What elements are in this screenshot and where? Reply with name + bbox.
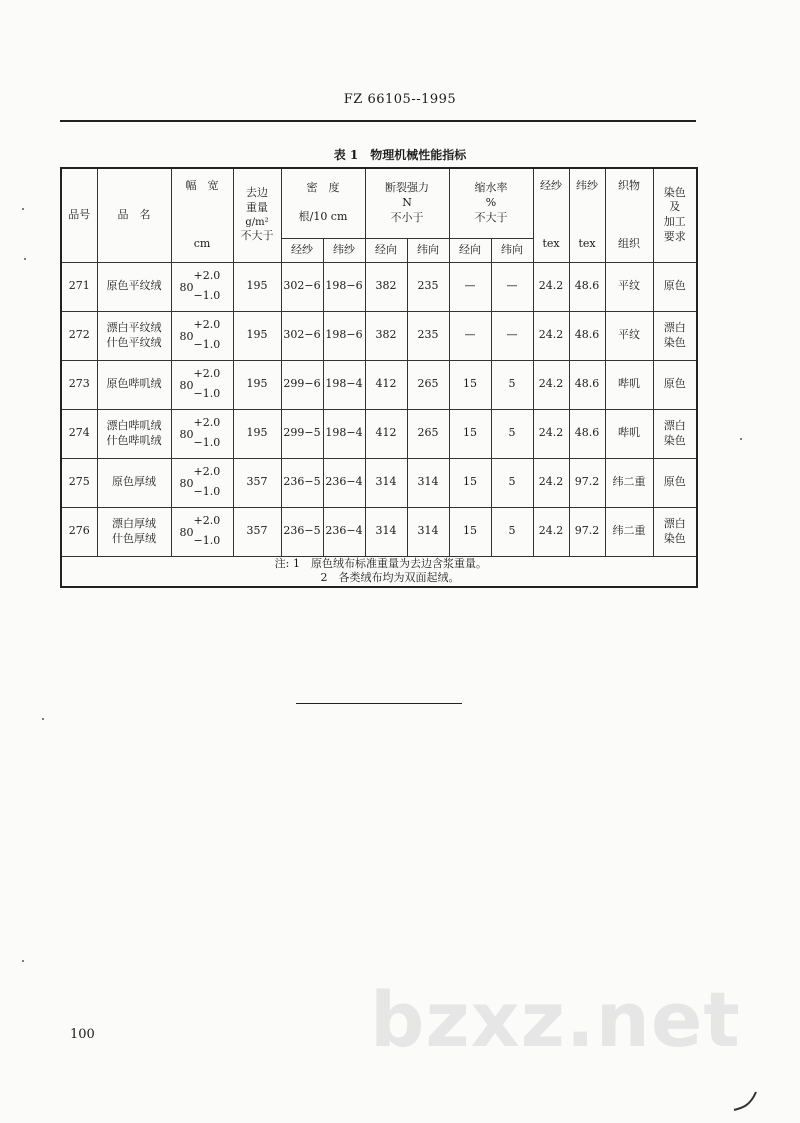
note-1-number: 1 [293,556,300,570]
header-weave [605,168,653,262]
cell-weave: 纬二重 [605,458,653,507]
header-density-label: 密 度 [306,181,340,195]
cell-dye-line: 漂白 [663,418,686,432]
header-dye-line-1: 染色 [663,185,686,199]
cell-warp-tex: 24.2 [533,262,569,311]
cell-strength-weft: 265 [407,409,449,458]
cell-width-base: 80 [179,329,194,343]
header-weight-line-4: 不大于 [240,229,274,243]
header-density-weft: 纬纱 [323,238,365,262]
cell-width-lower-tolerance: −1.0 [193,435,221,449]
cell-weft-tex: 48.6 [569,409,605,458]
cell-item-no: 273 [61,360,97,409]
scan-speck [42,718,44,720]
cell-weave: 平纹 [605,262,653,311]
watermark: bzxz.net [370,975,741,1064]
cell-density-weft: 198−4 [323,409,365,458]
cell-shrinkage-warp: 15 [449,507,491,556]
cell-width-upper-tolerance: +2.0 [193,415,221,429]
cell-shrinkage-weft: 5 [491,360,533,409]
cell-dye [653,311,697,360]
header-weight-line-3: g/m² [245,216,269,228]
header-density-unit: 根/10 cm [298,210,348,224]
header-density [281,168,365,238]
cell-strength-warp: 314 [365,458,407,507]
table-body [61,262,697,556]
note-line-1 [62,557,696,572]
cell-density-weft: 198−6 [323,262,365,311]
cell-shrinkage-weft: — [491,262,533,311]
header-weft-yarn-label: 纬纱 [576,179,599,193]
header-shrinkage-label: 缩水率 [474,180,508,194]
cell-weight: 195 [233,409,281,458]
cell-density-weft: 198−6 [323,311,365,360]
table-title: 表 1 物理机械性能指标 [333,148,467,162]
header-width [171,168,233,262]
cell-dye-line: 染色 [663,335,686,349]
header-strength-label: 断裂强力 [385,180,430,194]
cell-width-upper-tolerance: +2.0 [193,317,221,331]
cell-dye-line: 原色 [663,279,686,293]
note-label: 注: [274,556,290,570]
header-weight-line-1: 去边 [246,186,268,200]
header-strength-weft: 纬向 [407,238,449,262]
cell-density-weft: 236−4 [323,458,365,507]
cell-density-weft: 236−4 [323,507,365,556]
cell-warp-tex: 24.2 [533,360,569,409]
cell-name [97,262,171,311]
header-strength-warp: 经向 [365,238,407,262]
cell-name [97,311,171,360]
header-dye [653,168,697,262]
cell-weight: 195 [233,311,281,360]
header-shrinkage-unit: % [485,195,497,209]
note-2-text: 各类绒布均为双面起绒。 [338,571,460,585]
cell-width-lower-tolerance: −1.0 [193,288,221,302]
cell-name-line: 原色厚绒 [112,475,156,489]
cell-weft-tex: 48.6 [569,311,605,360]
cell-width-lower-tolerance: −1.0 [193,484,221,498]
cell-strength-warp: 412 [365,360,407,409]
cell-weight: 357 [233,458,281,507]
cell-width-base: 80 [179,280,194,294]
scan-speck [740,438,742,440]
header-rule [60,120,696,122]
header-shrinkage-weft: 纬向 [491,238,533,262]
cell-item-no: 271 [61,262,97,311]
table-row [61,360,697,409]
cell-width-lower-tolerance: −1.0 [193,386,221,400]
header-strength-unit: N [402,195,412,209]
cell-warp-tex: 24.2 [533,458,569,507]
cell-weft-tex: 48.6 [569,262,605,311]
cell-name-line: 原色哔叽绒 [106,377,162,391]
cell-width-lower-tolerance: −1.0 [193,533,221,547]
cell-dye-line: 漂白 [663,320,686,334]
cell-weight: 357 [233,507,281,556]
cell-width [171,409,233,458]
scan-speck [24,258,26,260]
cell-strength-weft: 314 [407,458,449,507]
table-row [61,409,697,458]
header-dye-line-4: 要求 [663,230,686,244]
header-density-warp: 经纱 [281,238,323,262]
end-rule [296,703,462,704]
cell-shrinkage-warp: — [449,262,491,311]
note-line-2 [62,571,696,586]
table-row [61,311,697,360]
cell-name [97,507,171,556]
cell-weight: 195 [233,360,281,409]
cell-dye-line: 染色 [663,531,686,545]
header-shrinkage-note: 不大于 [474,210,508,224]
header-weft-yarn [569,168,605,262]
cell-dye-line: 原色 [663,475,686,489]
header-dye-line-2: 及 [669,200,681,214]
cell-name-line: 漂白哔叽绒 [106,418,162,432]
cell-weft-tex: 97.2 [569,507,605,556]
cell-name-line: 什色平纹绒 [106,335,162,349]
cell-strength-warp: 412 [365,409,407,458]
cell-weave: 纬二重 [605,507,653,556]
cell-density-warp: 236−5 [281,458,323,507]
cell-dye [653,409,697,458]
cell-width [171,311,233,360]
cell-shrinkage-warp: 15 [449,409,491,458]
cell-item-no: 274 [61,409,97,458]
cell-warp-tex: 24.2 [533,507,569,556]
cell-density-warp: 299−6 [281,360,323,409]
header-strength [365,168,449,238]
header-warp-yarn-label: 经纱 [540,179,563,193]
cell-weave: 哔叽 [605,360,653,409]
header-strength-note: 不小于 [390,210,424,224]
cell-shrinkage-warp: 15 [449,360,491,409]
cell-width-upper-tolerance: +2.0 [193,268,221,282]
cell-shrinkage-weft: — [491,311,533,360]
scan-speck [22,208,24,210]
cell-density-warp: 302−6 [281,311,323,360]
cell-strength-warp: 314 [365,507,407,556]
header-dye-line-3: 加工 [663,215,686,229]
cell-weave: 平纹 [605,311,653,360]
header-warp-yarn-unit: tex [542,237,560,251]
page-number: 100 [70,1027,95,1042]
note-2-number: 2 [320,571,328,585]
header-weave-line-2: 组织 [618,237,641,251]
cell-weight: 195 [233,262,281,311]
cell-shrinkage-warp: 15 [449,458,491,507]
cell-strength-weft: 235 [407,262,449,311]
cell-dye-line: 漂白 [663,516,686,530]
cell-name-line: 什色哔叽绒 [106,433,162,447]
cell-width-upper-tolerance: +2.0 [193,513,221,527]
header-weave-line-1: 织物 [618,179,641,193]
cell-width-upper-tolerance: +2.0 [193,366,221,380]
cell-dye-line: 染色 [663,433,686,447]
table-row [61,458,697,507]
cell-shrinkage-weft: 5 [491,409,533,458]
cell-item-no: 272 [61,311,97,360]
cell-warp-tex: 24.2 [533,311,569,360]
cell-name [97,360,171,409]
cell-density-warp: 236−5 [281,507,323,556]
cell-item-no: 275 [61,458,97,507]
scan-speck [22,960,24,962]
cell-shrinkage-weft: 5 [491,458,533,507]
cell-shrinkage-weft: 5 [491,507,533,556]
cell-width-base: 80 [179,476,194,490]
note-1-text: 原色绒布标准重量为去边含浆重量。 [311,556,487,570]
cell-strength-weft: 235 [407,311,449,360]
cell-weft-tex: 97.2 [569,458,605,507]
cell-dye [653,458,697,507]
header-width-unit: cm [193,237,211,251]
table-row [61,262,697,311]
cell-width [171,458,233,507]
cell-density-warp: 299−5 [281,409,323,458]
standard-code-header: FZ 66105--1995 [343,92,457,107]
cell-density-weft: 198−4 [323,360,365,409]
cell-width [171,360,233,409]
cell-width-base: 80 [179,378,194,392]
header-shrinkage-warp: 经向 [449,238,491,262]
header-weight-line-2: 重量 [246,201,268,215]
header-weft-yarn-unit: tex [578,237,596,251]
header-warp-yarn [533,168,569,262]
spec-table [60,167,698,588]
cell-width-lower-tolerance: −1.0 [193,337,221,351]
table-notes [61,556,697,587]
corner-mark-icon [732,1088,760,1114]
cell-dye [653,262,697,311]
cell-name [97,409,171,458]
cell-width-upper-tolerance: +2.0 [193,464,221,478]
cell-dye-line: 原色 [663,377,686,391]
cell-name-line: 漂白厚绒 [112,516,156,530]
header-item-no: 品号 [61,168,97,262]
cell-item-no: 276 [61,507,97,556]
cell-strength-warp: 382 [365,311,407,360]
cell-name-line: 原色平纹绒 [106,279,162,293]
cell-dye [653,360,697,409]
header-width-label: 幅 宽 [185,179,219,193]
cell-width [171,262,233,311]
cell-dye [653,507,697,556]
cell-width [171,507,233,556]
header-shrinkage [449,168,533,238]
cell-density-warp: 302−6 [281,262,323,311]
cell-width-base: 80 [179,427,194,441]
table-row [61,507,697,556]
header-name: 品 名 [97,168,171,262]
cell-shrinkage-warp: — [449,311,491,360]
cell-name-line: 什色厚绒 [112,531,156,545]
cell-strength-weft: 314 [407,507,449,556]
cell-name [97,458,171,507]
header-weight [233,168,281,262]
cell-strength-warp: 382 [365,262,407,311]
cell-strength-weft: 265 [407,360,449,409]
cell-weave: 哔叽 [605,409,653,458]
cell-warp-tex: 24.2 [533,409,569,458]
cell-name-line: 漂白平纹绒 [106,320,162,334]
cell-width-base: 80 [179,525,194,539]
cell-weft-tex: 48.6 [569,360,605,409]
